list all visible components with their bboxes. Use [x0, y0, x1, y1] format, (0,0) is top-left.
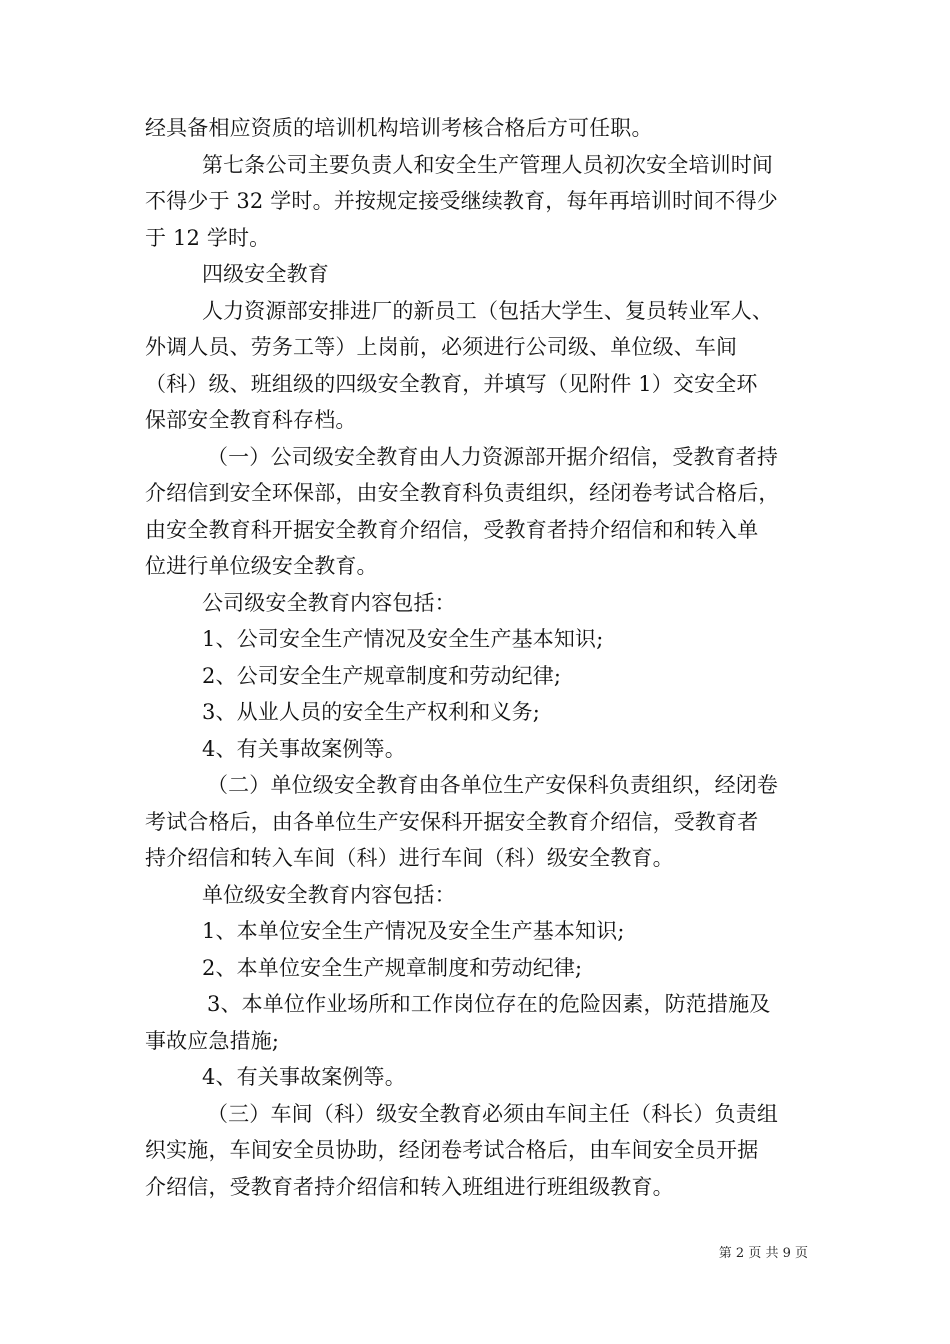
- text-line: （科）级、班组级的四级安全教育，并填写（见附件 1）交安全环: [145, 371, 758, 396]
- clause-one-line: （一）公司级安全教育由人力资源部开据介绍信，受教育者持: [207, 444, 779, 469]
- article-seven-line: 第七条公司主要负责人和安全生产管理人员初次安全培训时间: [202, 152, 774, 177]
- text-line: 人力资源部安排进厂的新员工（包括大学生、复员转业军人、: [202, 298, 774, 323]
- list-heading: 公司级安全教育内容包括：: [202, 590, 456, 615]
- text-line: 介绍信，受教育者持介绍信和转入班组进行班组级教育。: [145, 1174, 674, 1199]
- text-line: 外调人员、劳务工等）上岗前，必须进行公司级、单位级、车间: [145, 335, 738, 359]
- text-line: 不得少于 32 学时。并按规定接受继续教育，每年再培训时间不得少: [145, 189, 778, 213]
- clause-two-line: （二）单位级安全教育由各单位生产安保科负责组织，经闭卷: [207, 773, 779, 797]
- text-line: 由安全教育科开据安全教育介绍信，受教育者持介绍信和和转入单: [145, 517, 759, 542]
- text-line: 织实施，车间安全员协助，经闭卷考试合格后，由车间安全员开据: [145, 1138, 759, 1162]
- text-line: 保部安全教育科存档。: [145, 408, 357, 432]
- clause-three-line: （三）车间（科）级安全教育必须由车间主任（科长）负责组: [207, 1101, 779, 1126]
- text-line: 于 12 学时。: [145, 225, 271, 250]
- text-line: 位进行单位级安全教育。: [145, 554, 378, 578]
- text-line: 考试合格后，由各单位生产安保科开据安全教育介绍信，受教育者: [145, 809, 759, 834]
- document-body: [145, 110, 810, 1205]
- page-number: 第 2 页 共 9 页: [718, 1246, 808, 1261]
- list-item: 1、公司安全生产情况及安全生产基本知识;: [202, 627, 604, 651]
- list-item: 3、本单位作业场所和工作岗位存在的危险因素，防范措施及: [207, 992, 771, 1016]
- list-item: 2、本单位安全生产规章制度和劳动纪律;: [202, 955, 583, 980]
- text-line: 事故应急措施;: [145, 1028, 280, 1053]
- text-line: 持介绍信和转入车间（科）进行车间（科）级安全教育。: [145, 846, 674, 870]
- list-heading: 单位级安全教育内容包括：: [202, 882, 456, 907]
- text-line: 经具备相应资质的培训机构培训考核合格后方可任职。: [145, 116, 653, 140]
- text-line: 介绍信到安全环保部，由安全教育科负责组织，经闭卷考试合格后，: [145, 481, 780, 505]
- list-item: 1、本单位安全生产情况及安全生产基本知识;: [202, 919, 625, 943]
- list-item: 4、有关事故案例等。: [202, 1065, 406, 1089]
- list-item: 4、有关事故案例等。: [202, 736, 406, 761]
- section-heading: 四级安全教育: [202, 262, 329, 286]
- list-item: 2、公司安全生产规章制度和劳动纪律;: [202, 663, 562, 688]
- list-item: 3、从业人员的安全生产权利和义务;: [202, 700, 540, 724]
